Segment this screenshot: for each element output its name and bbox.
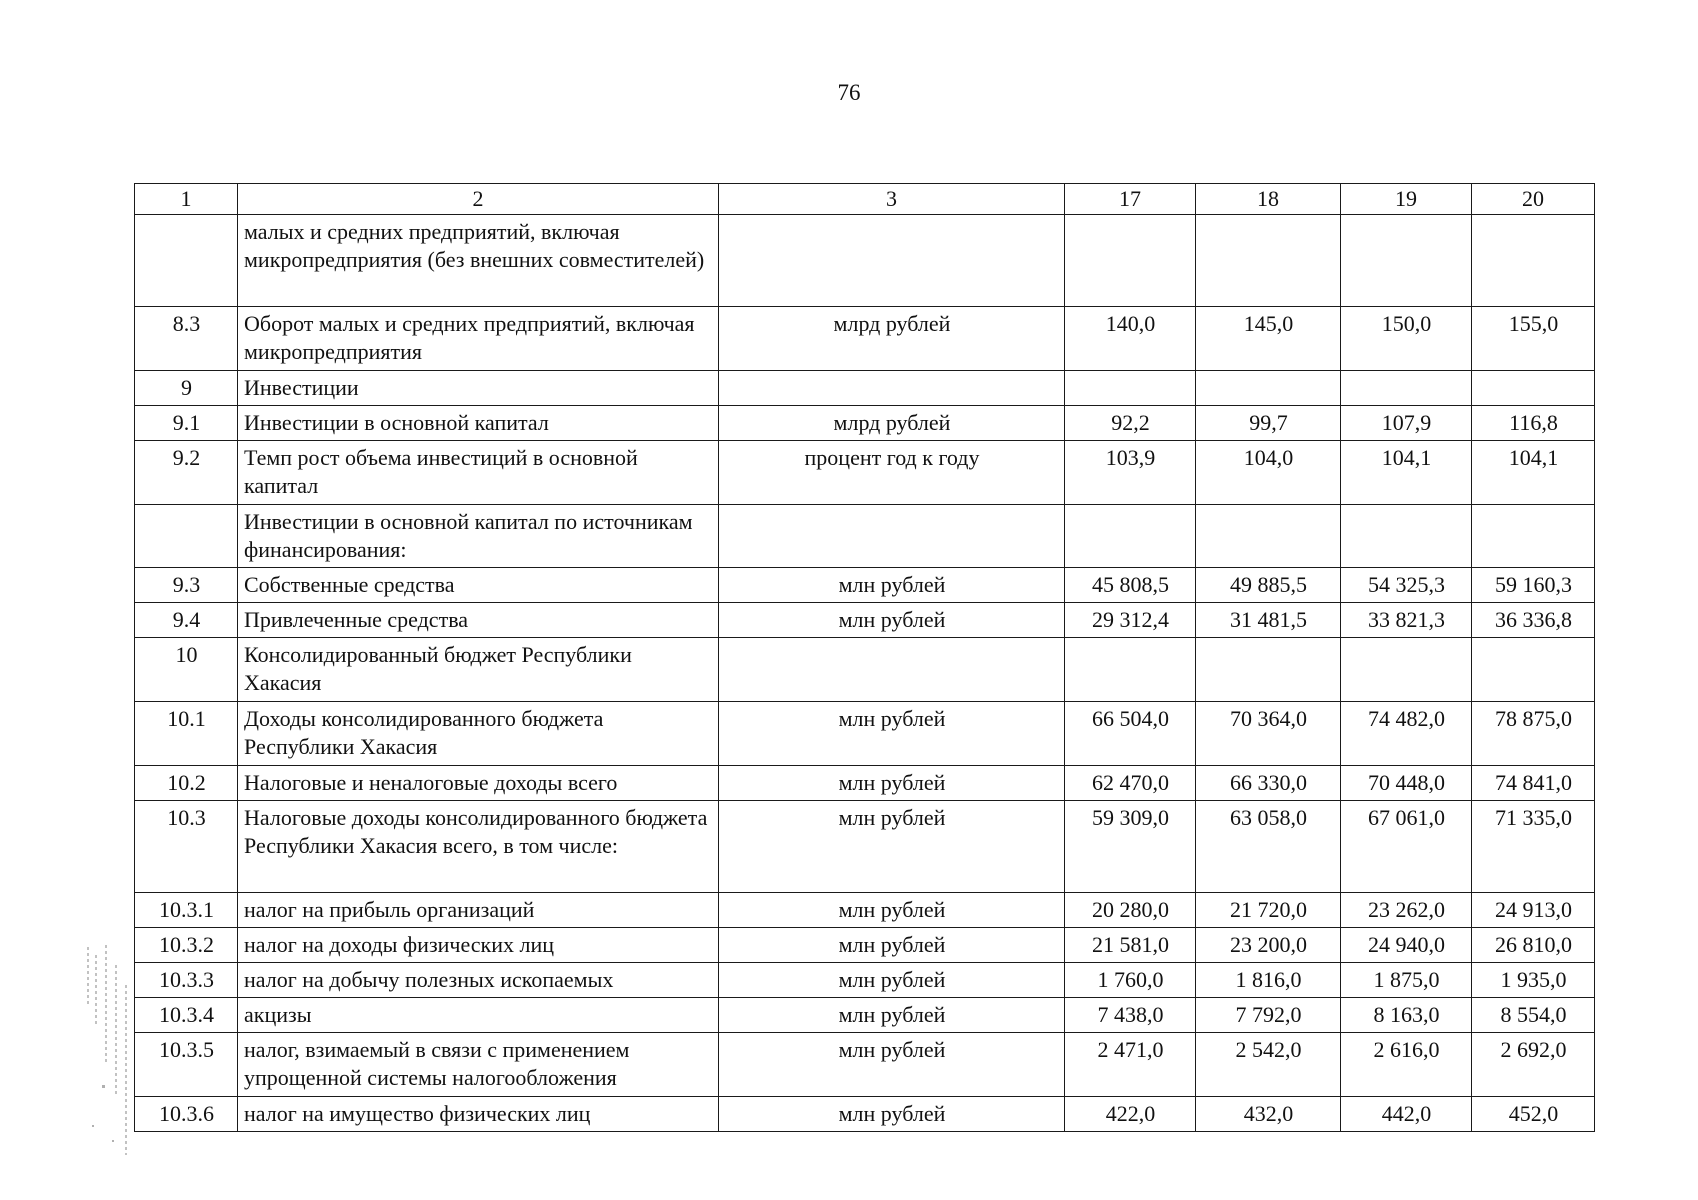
unit-cell: млн рублей bbox=[719, 893, 1065, 928]
row-number: 10.3.6 bbox=[135, 1097, 238, 1132]
table-row bbox=[135, 505, 1595, 568]
value-17 bbox=[1065, 505, 1196, 568]
value-17: 2 471,0 bbox=[1065, 1033, 1196, 1097]
value-19: 74 482,0 bbox=[1341, 702, 1472, 766]
row-number: 10.2 bbox=[135, 766, 238, 801]
unit-cell: млн рублей bbox=[719, 1033, 1065, 1097]
unit-cell: процент год к году bbox=[719, 441, 1065, 505]
indicator-name: налог на прибыль организаций bbox=[238, 893, 719, 928]
table-row bbox=[135, 307, 1595, 371]
value-19: 70 448,0 bbox=[1341, 766, 1472, 801]
unit-cell bbox=[719, 638, 1065, 702]
value-19: 107,9 bbox=[1341, 406, 1472, 441]
value-17: 62 470,0 bbox=[1065, 766, 1196, 801]
value-20: 452,0 bbox=[1472, 1097, 1595, 1132]
header-cell-col19: 19 bbox=[1341, 184, 1472, 215]
value-17: 1 760,0 bbox=[1065, 963, 1196, 998]
value-18 bbox=[1196, 371, 1341, 406]
value-17: 140,0 bbox=[1065, 307, 1196, 371]
value-17: 422,0 bbox=[1065, 1097, 1196, 1132]
unit-cell bbox=[719, 215, 1065, 307]
table-row bbox=[135, 638, 1595, 702]
indicator-name: налог на доходы физических лиц bbox=[238, 928, 719, 963]
value-19 bbox=[1341, 215, 1472, 307]
indicator-name: малых и средних предприятий, включая микропредприятия (без внешних совместителей) bbox=[238, 215, 719, 307]
value-19: 150,0 bbox=[1341, 307, 1472, 371]
row-number: 9.2 bbox=[135, 441, 238, 505]
table-row bbox=[135, 928, 1595, 963]
value-20 bbox=[1472, 638, 1595, 702]
value-18: 70 364,0 bbox=[1196, 702, 1341, 766]
value-18: 63 058,0 bbox=[1196, 801, 1341, 893]
indicator-name: Темп рост объема инвестиций в основной капитал bbox=[238, 441, 719, 505]
value-20: 116,8 bbox=[1472, 406, 1595, 441]
value-17 bbox=[1065, 215, 1196, 307]
value-20: 71 335,0 bbox=[1472, 801, 1595, 893]
value-20: 36 336,8 bbox=[1472, 603, 1595, 638]
header-cell-col2: 2 bbox=[238, 184, 719, 215]
row-number: 10.3 bbox=[135, 801, 238, 893]
value-19: 442,0 bbox=[1341, 1097, 1472, 1132]
value-19: 67 061,0 bbox=[1341, 801, 1472, 893]
header-cell-col20: 20 bbox=[1472, 184, 1595, 215]
value-18: 66 330,0 bbox=[1196, 766, 1341, 801]
value-18: 7 792,0 bbox=[1196, 998, 1341, 1033]
indicator-name: Оборот малых и средних предприятий, включая микропредприятия bbox=[238, 307, 719, 371]
indicator-name: Инвестиции в основной капитал по источникам финансирования: bbox=[238, 505, 719, 568]
unit-cell: млн рублей bbox=[719, 702, 1065, 766]
value-19: 104,1 bbox=[1341, 441, 1472, 505]
value-19: 33 821,3 bbox=[1341, 603, 1472, 638]
table-row bbox=[135, 603, 1595, 638]
value-19 bbox=[1341, 638, 1472, 702]
table-row bbox=[135, 215, 1595, 307]
unit-cell: млрд рублей bbox=[719, 406, 1065, 441]
header-cell-col17: 17 bbox=[1065, 184, 1196, 215]
unit-cell: млн рублей bbox=[719, 1097, 1065, 1132]
indicator-name: Инвестиции в основной капитал bbox=[238, 406, 719, 441]
indicator-name: Налоговые доходы консолидированного бюджета Республики Хакасия всего, в том числе: bbox=[238, 801, 719, 893]
value-19 bbox=[1341, 505, 1472, 568]
row-number: 9.3 bbox=[135, 568, 238, 603]
header-cell-col1: 1 bbox=[135, 184, 238, 215]
value-20 bbox=[1472, 215, 1595, 307]
row-number: 10 bbox=[135, 638, 238, 702]
data-table bbox=[134, 183, 1595, 1132]
value-17: 103,9 bbox=[1065, 441, 1196, 505]
table-row bbox=[135, 766, 1595, 801]
row-number: 9 bbox=[135, 371, 238, 406]
table-row bbox=[135, 963, 1595, 998]
unit-cell: млрд рублей bbox=[719, 307, 1065, 371]
value-20: 1 935,0 bbox=[1472, 963, 1595, 998]
page-number: 76 bbox=[837, 80, 861, 105]
value-20: 26 810,0 bbox=[1472, 928, 1595, 963]
table-row bbox=[135, 1033, 1595, 1097]
row-number: 10.3.5 bbox=[135, 1033, 238, 1097]
indicator-name: Собственные средства bbox=[238, 568, 719, 603]
value-18 bbox=[1196, 215, 1341, 307]
scan-artifact-marks bbox=[82, 945, 134, 1165]
indicator-name: Доходы консолидированного бюджета Республики Хакасия bbox=[238, 702, 719, 766]
row-number: 10.3.1 bbox=[135, 893, 238, 928]
header-cell-col18: 18 bbox=[1196, 184, 1341, 215]
value-17 bbox=[1065, 371, 1196, 406]
table-row bbox=[135, 998, 1595, 1033]
value-20: 8 554,0 bbox=[1472, 998, 1595, 1033]
value-17: 59 309,0 bbox=[1065, 801, 1196, 893]
indicator-name: Привлеченные средства bbox=[238, 603, 719, 638]
value-19: 1 875,0 bbox=[1341, 963, 1472, 998]
value-18: 1 816,0 bbox=[1196, 963, 1341, 998]
row-number: 10.3.3 bbox=[135, 963, 238, 998]
indicator-name: налог на добычу полезных ископаемых bbox=[238, 963, 719, 998]
value-18: 432,0 bbox=[1196, 1097, 1341, 1132]
value-18 bbox=[1196, 505, 1341, 568]
value-18: 23 200,0 bbox=[1196, 928, 1341, 963]
value-20: 2 692,0 bbox=[1472, 1033, 1595, 1097]
value-17: 20 280,0 bbox=[1065, 893, 1196, 928]
value-18: 31 481,5 bbox=[1196, 603, 1341, 638]
value-17: 92,2 bbox=[1065, 406, 1196, 441]
indicator-name: Консолидированный бюджет Республики Хакасия bbox=[238, 638, 719, 702]
value-20 bbox=[1472, 371, 1595, 406]
indicator-name: Инвестиции bbox=[238, 371, 719, 406]
value-18: 21 720,0 bbox=[1196, 893, 1341, 928]
table-row bbox=[135, 893, 1595, 928]
value-18: 49 885,5 bbox=[1196, 568, 1341, 603]
row-number: 10.3.2 bbox=[135, 928, 238, 963]
value-18: 2 542,0 bbox=[1196, 1033, 1341, 1097]
value-19: 54 325,3 bbox=[1341, 568, 1472, 603]
table-row bbox=[135, 1097, 1595, 1132]
value-20 bbox=[1472, 505, 1595, 568]
value-19: 24 940,0 bbox=[1341, 928, 1472, 963]
value-18: 145,0 bbox=[1196, 307, 1341, 371]
indicator-name: налог на имущество физических лиц bbox=[238, 1097, 719, 1132]
table-row bbox=[135, 441, 1595, 505]
unit-cell: млн рублей bbox=[719, 963, 1065, 998]
row-number: 9.1 bbox=[135, 406, 238, 441]
value-18: 99,7 bbox=[1196, 406, 1341, 441]
unit-cell: млн рублей bbox=[719, 928, 1065, 963]
indicator-name: акцизы bbox=[238, 998, 719, 1033]
value-17: 7 438,0 bbox=[1065, 998, 1196, 1033]
value-17 bbox=[1065, 638, 1196, 702]
value-20: 74 841,0 bbox=[1472, 766, 1595, 801]
value-19: 8 163,0 bbox=[1341, 998, 1472, 1033]
value-20: 59 160,3 bbox=[1472, 568, 1595, 603]
value-17: 45 808,5 bbox=[1065, 568, 1196, 603]
row-number: 8.3 bbox=[135, 307, 238, 371]
value-18: 104,0 bbox=[1196, 441, 1341, 505]
value-20: 104,1 bbox=[1472, 441, 1595, 505]
value-17: 29 312,4 bbox=[1065, 603, 1196, 638]
table-row bbox=[135, 568, 1595, 603]
header-cell-col3: 3 bbox=[719, 184, 1065, 215]
table-row bbox=[135, 702, 1595, 766]
unit-cell: млн рублей bbox=[719, 801, 1065, 893]
value-20: 24 913,0 bbox=[1472, 893, 1595, 928]
indicator-name: Налоговые и неналоговые доходы всего bbox=[238, 766, 719, 801]
row-number: 10.3.4 bbox=[135, 998, 238, 1033]
value-18 bbox=[1196, 638, 1341, 702]
unit-cell: млн рублей bbox=[719, 568, 1065, 603]
value-17: 66 504,0 bbox=[1065, 702, 1196, 766]
indicator-name: налог, взимаемый в связи с применением упрощенной системы налогообложения bbox=[238, 1033, 719, 1097]
value-17: 21 581,0 bbox=[1065, 928, 1196, 963]
row-number: 10.1 bbox=[135, 702, 238, 766]
row-number bbox=[135, 215, 238, 307]
value-19: 2 616,0 bbox=[1341, 1033, 1472, 1097]
value-19 bbox=[1341, 371, 1472, 406]
unit-cell: млн рублей bbox=[719, 603, 1065, 638]
value-19: 23 262,0 bbox=[1341, 893, 1472, 928]
table-row bbox=[135, 371, 1595, 406]
row-number: 9.4 bbox=[135, 603, 238, 638]
unit-cell bbox=[719, 371, 1065, 406]
unit-cell: млн рублей bbox=[719, 766, 1065, 801]
value-20: 155,0 bbox=[1472, 307, 1595, 371]
header-row bbox=[135, 184, 1595, 215]
table-row bbox=[135, 801, 1595, 893]
table-row bbox=[135, 406, 1595, 441]
row-number bbox=[135, 505, 238, 568]
value-20: 78 875,0 bbox=[1472, 702, 1595, 766]
unit-cell bbox=[719, 505, 1065, 568]
unit-cell: млн рублей bbox=[719, 998, 1065, 1033]
